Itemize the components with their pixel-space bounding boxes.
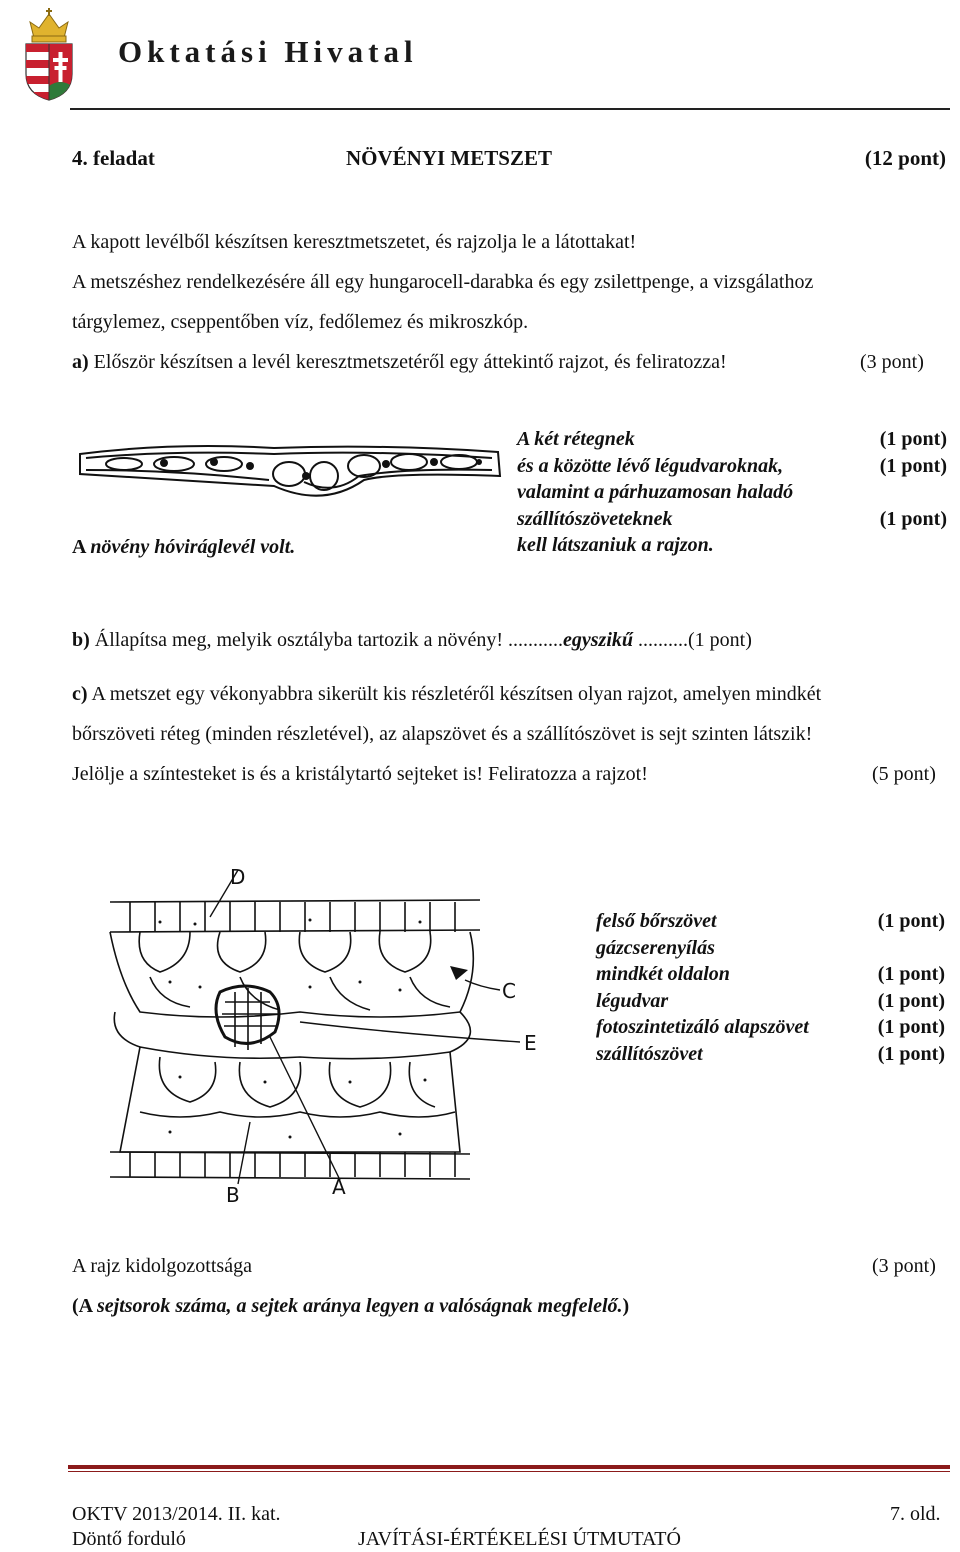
criterion-points: (1 pont): [879, 454, 947, 477]
criterion-text: felső bőrszövet: [596, 910, 717, 932]
criterion-row: [596, 935, 945, 962]
intro-line-3: tárgylemez, cseppentőben víz, fedőlemez és mikroszkóp.: [72, 311, 529, 333]
criterion-row: [596, 1041, 945, 1068]
criterion-text: és a közötte lévő légudvaroknak,: [517, 454, 784, 477]
part-b-answer: egyszikű: [563, 629, 634, 651]
criterion-points: (1 pont): [877, 963, 945, 985]
drawing-label-b: B: [226, 1183, 240, 1207]
criterion-row: [596, 988, 945, 1015]
task-title: NÖVÉNYI METSZET: [346, 146, 552, 170]
criterion-row: [517, 479, 947, 506]
quality-note: [72, 1286, 629, 1326]
criterion-points: (1 pont): [877, 910, 945, 932]
criterion-text: légudvar: [596, 989, 669, 1012]
criterion-text: szállítószöveteknek: [517, 507, 673, 530]
intro-line-1: A kapott levélből készítsen keresztmetszetet, és rajzolja le a látottakat!: [72, 231, 637, 253]
cell-detail-drawing: [100, 862, 560, 1212]
footer-divider: [68, 1465, 950, 1469]
part-c-line-3: Jelölje a színtesteket is és a kristálytartó sejteket is! Feliratozza a rajzot!: [72, 763, 648, 785]
part-b-dots: ...........: [508, 629, 564, 651]
criterion-text: fotoszintetizáló alapszövet: [596, 1016, 809, 1038]
part-a-label: a): [72, 351, 89, 373]
criterion-text: kell látszaniuk a rajzon.: [517, 534, 714, 556]
part-b-dots: ..........: [633, 629, 689, 651]
caption-text: növény hóviráglevél volt.: [90, 536, 296, 558]
part-a-text: [72, 342, 727, 382]
quality-points: (3 pont): [872, 1255, 936, 1277]
logo: [20, 8, 78, 102]
part-c-criteria: [596, 908, 945, 1067]
part-a-instruction: Először készítsen a levél keresztmetszetéről egy áttekintő rajzot, és feliratozza!: [93, 351, 727, 373]
quality-note-open: (A: [72, 1295, 97, 1317]
criterion-row: [596, 1014, 945, 1041]
part-b-text: [72, 620, 752, 660]
criterion-text: valamint a párhuzamosan haladó: [517, 481, 794, 503]
criterion-points: (1 pont): [877, 989, 945, 1012]
footer-page: 7. old.: [890, 1503, 941, 1525]
criterion-points: (1 pont): [877, 1016, 945, 1038]
criterion-text: gázcserenyílás: [596, 936, 715, 959]
criterion-text: mindkét oldalon: [596, 963, 730, 985]
quality-note-text: sejtsorok száma, a sejtek aránya legyen a valóságnak megfelelő.: [97, 1295, 623, 1317]
part-a-criteria: [517, 426, 947, 559]
criterion-points: (1 pont): [877, 1042, 945, 1065]
part-c-text: A metszet egy vékonyabbra sikerült kis részletéről készítsen olyan rajzot, amelyen mindkét: [91, 683, 822, 705]
leaf-overview-drawing: [74, 436, 504, 526]
part-c-line-2: bőrszöveti réteg (minden részletével), az alapszövet és a szállítószövet is sejt szinten látszik!: [72, 723, 813, 745]
part-c-label: c): [72, 683, 88, 705]
criterion-text: szállítószövet: [596, 1042, 703, 1065]
criterion-points: (1 pont): [879, 428, 947, 450]
criterion-row: [596, 908, 945, 935]
part-a-points: (3 pont): [860, 351, 924, 373]
criterion-text: A két rétegnek: [517, 428, 635, 450]
part-b-question: Állapítsa meg, melyik osztályba tartozik a növény!: [94, 629, 509, 651]
part-c-points: (5 pont): [872, 763, 936, 785]
part-b-points: (1 pont): [688, 629, 752, 651]
caption-prefix: A: [72, 536, 91, 558]
drawing-label-a: A: [332, 1175, 346, 1199]
org-name: Oktatási Hivatal: [118, 34, 418, 69]
intro-line-2: A metszéshez rendelkezésére áll egy hungarocell-darabka és egy zsilettpenge, a vizsgálathoz: [72, 271, 814, 293]
quality-note-close: ): [622, 1295, 630, 1317]
criterion-points: (1 pont): [879, 507, 947, 530]
criterion-row: [517, 426, 947, 453]
part-b-label: b): [72, 629, 90, 651]
footer-left-2: Döntő forduló: [72, 1528, 186, 1550]
criterion-row: [517, 532, 947, 559]
drawing-label-d: D: [230, 865, 246, 889]
criterion-row: [517, 506, 947, 533]
drawing-label-c: C: [502, 979, 516, 1003]
task-number: 4. feladat: [72, 146, 155, 170]
criterion-row: [517, 453, 947, 480]
hungarian-coat-of-arms-icon: [20, 8, 78, 102]
drawing-label-e: E: [524, 1031, 537, 1055]
footer-left-1: OKTV 2013/2014. II. kat.: [72, 1503, 281, 1525]
header-divider: [70, 108, 950, 110]
quality-label: A rajz kidolgozottsága: [72, 1255, 252, 1277]
footer-center: JAVÍTÁSI-ÉRTÉKELÉSI ÚTMUTATÓ: [358, 1528, 681, 1550]
part-c-line-1: [72, 674, 821, 714]
task-points: (12 pont): [864, 146, 946, 170]
criterion-row: [596, 961, 945, 988]
part-a-caption: [72, 536, 295, 559]
footer-divider-thin: [68, 1471, 950, 1472]
